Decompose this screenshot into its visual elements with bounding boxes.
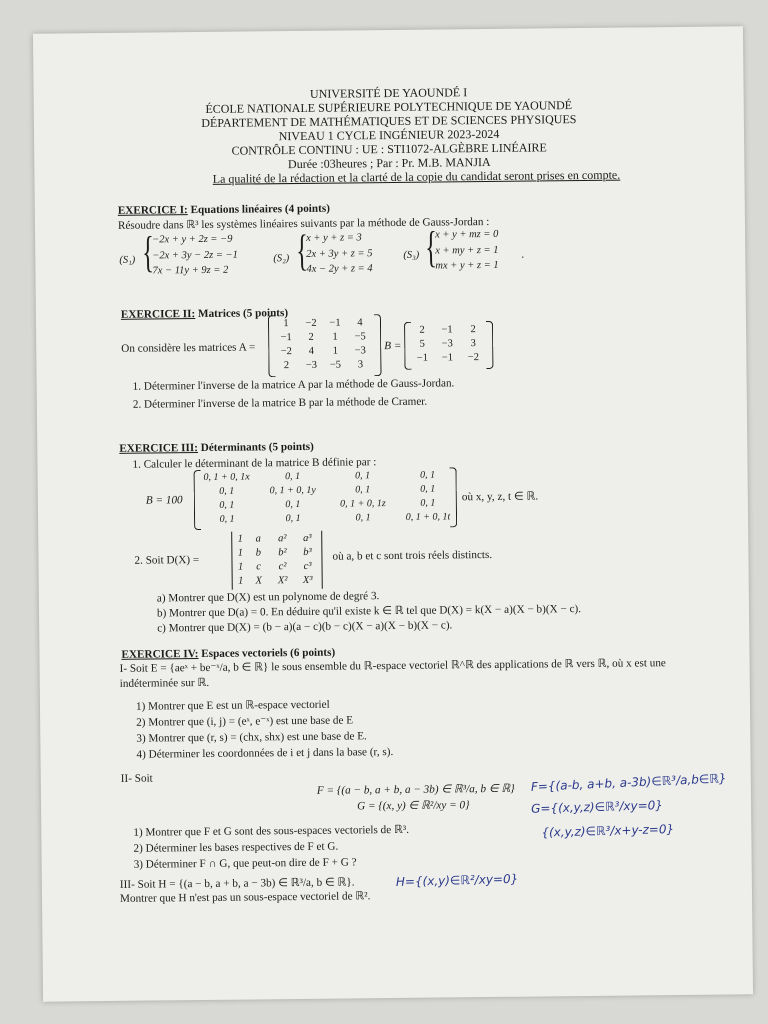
- handwritten-set-g-alt: {(x,y,z)∈ℝ³/x+y-z=0}: [541, 821, 675, 840]
- university-name: UNIVERSITÉ DE YAOUNDÉ I: [309, 85, 468, 101]
- b-cell: 0, 1 + 0, 1x: [203, 471, 250, 483]
- s2-brace: {: [295, 225, 309, 275]
- ex3-matrix-b-label: B = 100: [145, 494, 183, 507]
- s1-brace: {: [141, 227, 155, 277]
- system-s1: [152, 232, 238, 279]
- exercise-3-title: EXERCICE III:: [119, 442, 199, 455]
- handwritten-set-h: H={(x,y)∈ℝ²/xy=0}: [395, 871, 519, 890]
- matrix-b-right-bracket: [486, 321, 494, 369]
- exercise-2-heading: [121, 307, 288, 322]
- d-cell: a²: [277, 533, 287, 545]
- ex4-p1-question-1: 1) Montrer que E est un ℝ-espace vectoriel: [135, 698, 330, 713]
- d-cell: b³: [303, 546, 312, 558]
- system-s3: [435, 227, 499, 274]
- d-cell: b: [255, 547, 262, 559]
- level: NIVEAU 1 CYCLE INGÉNIEUR 2023-2024: [278, 126, 500, 144]
- b-cell: 0, 1: [355, 512, 371, 524]
- b-cell: −2: [467, 352, 480, 364]
- exercise-3-heading: [119, 441, 314, 456]
- d-cell: a: [255, 533, 261, 545]
- exercise-1-heading: [118, 203, 330, 218]
- exercise-4-subtitle: Espaces vectoriels (6 points): [201, 646, 336, 661]
- exercise-1-intro: Résoudre dans ℝ³ les systèmes linéaires suivants par la méthode de Gauss-Jordan :: [117, 215, 490, 232]
- b-cell: −1: [441, 324, 453, 336]
- ex3-matrix-b: [198, 468, 461, 527]
- b-cell: 0, 1: [420, 469, 436, 481]
- exercise-2-title: EXERCICE II:: [120, 308, 196, 321]
- d-cell: c: [256, 561, 261, 573]
- d-cell: 1: [238, 575, 244, 587]
- ex4-p2-question-3: 3) Déterminer F ∩ G, que peut-on dire de F + G ?: [133, 856, 357, 871]
- s3-period: .: [521, 248, 525, 261]
- a-cell: 2: [283, 360, 290, 372]
- ex4-part1-line1: I- Soit E = {aeˣ + be⁻ˣ/a, b ∈ ℝ} le sous ensemble du ℝ-espace vectoriel ℝ^ℝ des applications de ℝ vers ℝ, où x est une: [119, 657, 666, 675]
- s3-brace: {: [424, 222, 438, 272]
- det-right-bar: [321, 531, 323, 589]
- exam-title: CONTRÔLE CONTINU : UE : STI1072-ALGÈBRE LINÉAIRE: [231, 140, 547, 158]
- quality-note: La qualité de la rédaction et la clarté de la copie du candidat seront prises en compte.: [212, 167, 621, 186]
- a-cell: 4: [308, 345, 314, 357]
- b-cell: 3: [470, 338, 476, 350]
- department-name: DÉPARTEMENT DE MATHÉMATIQUES ET DE SCIENCES PHYSIQUES: [201, 112, 577, 130]
- ex3-question-1: 1. Calculer le déterminant de la matrice B définie par :: [132, 456, 377, 471]
- d-cell: X²: [277, 575, 288, 587]
- a-cell: −2: [280, 346, 292, 358]
- b-cell: 0, 1: [355, 470, 371, 482]
- s3-eq1: x + y + mz = 0: [435, 228, 499, 241]
- b-cell: −3: [441, 338, 453, 350]
- s3-eq2: x + my + z = 1: [435, 244, 499, 257]
- s2-label: (S₂): [273, 253, 290, 265]
- ex4-p1-question-3: 3) Montrer que (r, s) = (chx, shx) est une base de E.: [136, 730, 367, 745]
- ex2-question-1: 1. Déterminer l'inverse de la matrice A par la méthode de Gauss-Jordan.: [132, 377, 455, 393]
- b-cell: 0, 1: [219, 485, 235, 497]
- s2-eq3: 4x − 2y + z = 4: [306, 263, 373, 275]
- d-cell: X: [255, 575, 262, 587]
- a-cell: 1: [332, 345, 338, 357]
- set-g-definition: G = {(x, y) ∈ ℝ²/xy = 0}: [356, 799, 470, 813]
- ex4-p1-question-4: 4) Déterminer les coordonnées de i et j dans la base (r, s).: [136, 746, 394, 761]
- s3-label: (S₃): [403, 249, 420, 261]
- b-cell: 0, 1: [420, 497, 436, 509]
- b-cell: 0, 1 + 0, 1t: [405, 511, 451, 523]
- exercise-4-title: EXERCICE IV:: [121, 648, 199, 661]
- exercise-2-subtitle: Matrices (5 points): [197, 307, 289, 321]
- d-cell: 1: [237, 533, 243, 545]
- ex4-part1-line2: indéterminée sur ℝ.: [119, 676, 210, 690]
- b-cell: 5: [419, 338, 425, 350]
- d-cell: X³: [302, 574, 313, 586]
- handwritten-set-f: F={(a-b, a+b, a-3b)∈ℝ³/a,b∈ℝ}: [530, 771, 727, 794]
- b-cell: 0, 1 + 0, 1z: [340, 498, 386, 510]
- a-cell: −5: [354, 331, 366, 343]
- matrix-b-label: B =: [384, 339, 402, 353]
- b-cell: 0, 1: [285, 470, 301, 483]
- ex3-question-c: c) Montrer que D(X) = (b − a)(a − c)(b − c)(X − a)(X − b)(X − c).: [157, 619, 453, 635]
- exercise-1-subtitle: Equations linéaires (4 points): [190, 202, 330, 217]
- d-cell: a³: [302, 532, 312, 544]
- exercise-3-subtitle: Déterminants (5 points): [200, 440, 314, 455]
- d-cell: 1: [237, 547, 244, 559]
- duration: Durée :03heures ; Par : Pr. M.B. MANJIA: [287, 154, 491, 172]
- s1-label: (S₁): [119, 254, 136, 266]
- ex3-matrix-b-suffix: où x, y, z, t ∈ ℝ.: [461, 490, 539, 504]
- matrix-b-ex2: [410, 323, 486, 366]
- s1-eq2: −2x + 3y − 2z = −1: [152, 249, 238, 262]
- a-cell: −5: [329, 359, 342, 371]
- school-name: ÉCOLE NATIONALE SUPÉRIEURE POLYTECHNIQUE DE YAOUNDÉ: [205, 98, 573, 116]
- ex4-part2-label: II- Soit: [120, 772, 153, 785]
- a-cell: 4: [357, 317, 363, 329]
- a-cell: −1: [329, 317, 341, 329]
- a-cell: 3: [357, 359, 364, 371]
- exercise-1-title: EXERCICE I:: [117, 204, 188, 217]
- a-cell: −2: [305, 317, 317, 329]
- ex4-p1-question-2: 2) Montrer que (i, j) = (eˣ, e⁻ˣ) est une base de E: [136, 714, 354, 729]
- s2-eq1: x + y + z = 3: [306, 232, 362, 244]
- b-cell: 0, 1 + 0, 1y: [269, 484, 316, 497]
- ex3-question-2: 2. Soit D(X) =: [134, 554, 200, 567]
- d-cell: c³: [303, 560, 312, 572]
- a-cell: −1: [280, 332, 292, 344]
- a-cell: 2: [308, 331, 314, 343]
- exercise-4-heading: [121, 647, 335, 662]
- a-cell: −3: [305, 359, 318, 371]
- b-cell: 2: [470, 324, 476, 336]
- ex4-p2-question-1: 1) Montrer que F et G sont des sous-espaces vectoriels de ℝ³.: [133, 823, 410, 839]
- b-cell: −1: [441, 352, 454, 364]
- ex4-part3-line1: III- Soit H = {(a − b, a + b, a − 3b) ∈ ℝ³/a, b ∈ ℝ}.: [119, 876, 355, 891]
- s2-eq2: 2x + 3y + z = 5: [306, 247, 373, 260]
- ex3-question-2-suffix: où a, b et c sont trois réels distincts.: [332, 548, 493, 563]
- b-cell: 0, 1: [285, 498, 301, 511]
- s3-eq3: mx + y + z = 1: [435, 259, 499, 272]
- b-cell: 2: [419, 324, 425, 336]
- ex2-question-2: 2. Déterminer l'inverse de la matrice B par la méthode de Cramer.: [132, 395, 428, 411]
- d-cell: c²: [278, 561, 287, 573]
- ex4-p2-question-2: 2) Déterminer les bases respectives de F et G.: [133, 840, 339, 855]
- s1-eq3: 7x − 11y + 9z = 2: [152, 264, 229, 277]
- b-cell: 0, 1: [285, 512, 301, 525]
- matrix-a-right-bracket: [374, 314, 382, 376]
- ex3-matrix-right-bracket: [450, 467, 458, 527]
- a-cell: −3: [354, 345, 366, 357]
- set-f-definition: F = {(a − b, a + b, a − 3b) ∈ ℝ³/a, b ∈ ℝ}: [316, 782, 515, 797]
- a-cell: 1: [332, 331, 338, 343]
- exam-sheet: [33, 26, 753, 1001]
- matrix-a: [274, 316, 375, 373]
- s1-eq1: −2x + y + 2z = −9: [152, 233, 233, 246]
- b-cell: 0, 1: [219, 499, 235, 511]
- b-cell: 0, 1: [219, 513, 235, 525]
- b-cell: −1: [416, 352, 429, 364]
- handwritten-set-g: G={(x,y,z)∈ℝ³/xy=0}: [530, 798, 664, 816]
- exercise-2-intro: On considère les matrices A =: [121, 341, 256, 355]
- b-cell: 0, 1: [355, 484, 371, 496]
- system-s2: [306, 230, 373, 277]
- a-cell: 1: [283, 318, 289, 330]
- ex4-part3-line2: Montrer que H n'est pas un sous-espace vectoriel de ℝ².: [119, 890, 371, 905]
- ex3-question-b: b) Montrer que D(a) = 0. En déduire qu'il existe k ∈ ℝ tel que D(X) = k(X − a)(X − b)(X − c).: [156, 603, 582, 620]
- d-cell: b²: [278, 547, 287, 559]
- ex3-question-a: a) Montrer que D(X) est un polynome de degré 3.: [156, 590, 380, 605]
- matrix-d: [233, 532, 320, 589]
- b-cell: 0, 1: [420, 483, 436, 495]
- d-cell: 1: [237, 561, 244, 573]
